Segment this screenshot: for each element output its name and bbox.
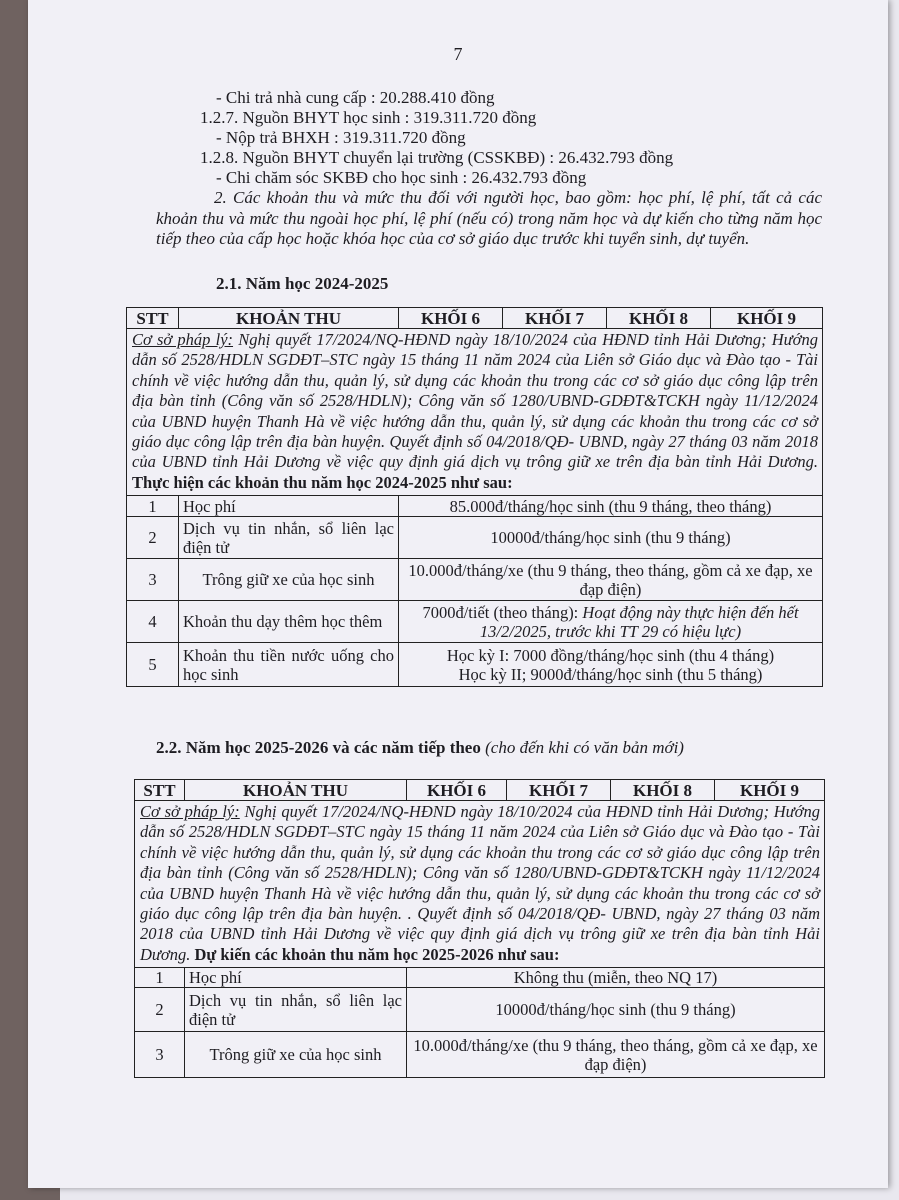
text-line: 1.2.7. Nguồn BHYT học sinh : 319.311.720 đồng [200, 108, 537, 127]
row-name: Trông giữ xe của học sinh [185, 1032, 407, 1078]
table-row [127, 496, 823, 517]
section-2-paragraph [156, 188, 822, 250]
legal-basis-bold: Thực hiện các khoản thu năm học 2024-2025 như sau: [132, 472, 513, 492]
row-stt: 1 [127, 496, 179, 517]
table-row [135, 988, 825, 1032]
table-row [127, 559, 823, 601]
legal-basis-bold: Dự kiến các khoản thu năm học 2025-2026 như sau: [190, 944, 560, 964]
legal-basis-label: Cơ sở pháp lý: [132, 330, 234, 349]
heading-2-2 [156, 738, 684, 758]
row-name: Dịch vụ tin nhắn, sổ liên lạc điện tử [179, 517, 399, 559]
row-value: 10.000đ/tháng/xe (thu 9 tháng, theo tháng, gồm cả xe đạp, xe đạp điện) [399, 559, 823, 601]
text-line: 1.2.8. Nguồn BHYT chuyển lại trường (CSSKBĐ) : 26.432.793 đồng [200, 148, 674, 167]
table-header-row [127, 308, 823, 329]
heading-2-2-text: 2.2. Năm học 2025-2026 và các năm tiếp theo [156, 738, 481, 757]
legal-basis-row [127, 329, 823, 496]
header-khoi-7: KHỐI 7 [503, 308, 607, 329]
legal-basis-row [135, 801, 825, 968]
text-line: - Chi trả nhà cung cấp : 20.288.410 đồng [216, 88, 495, 107]
row-stt: 1 [135, 968, 185, 988]
table-row [127, 601, 823, 643]
header-khoi-9: KHỐI 9 [711, 308, 823, 329]
row-value [399, 643, 823, 687]
row-stt: 3 [127, 559, 179, 601]
header-khoi-9: KHỐI 9 [715, 780, 825, 801]
header-khoi-6: KHỐI 6 [407, 780, 507, 801]
table-row [127, 517, 823, 559]
row-value-line-1: Học kỳ I: 7000 đồng/tháng/học sinh (thu 4 tháng) [446, 645, 775, 665]
table-row [135, 1032, 825, 1078]
header-stt: STT [135, 780, 185, 801]
row-value: Không thu (miễn, theo NQ 17) [407, 968, 825, 988]
row-value: 10.000đ/tháng/xe (thu 9 tháng, theo tháng, gồm cả xe đạp, xe đạp điện) [407, 1032, 825, 1078]
legal-basis [127, 329, 823, 496]
heading-2-1: 2.1. Năm học 2024-2025 [216, 274, 389, 293]
section-2-text: 2. Các khoản thu và mức thu đối với người học, bao gồm: học phí, lệ phí, tất cả các khoản thu và mức thu ngoài học phí, lệ phí (nếu có) trong năm học và dự kiến cho từng năm học tiếp theo của cấp học hoặc khóa học của cơ sở giáo dục trước khi tuyển sinh, dự tuyển. [156, 188, 822, 248]
text-line: - Nộp trả BHXH : 319.311.720 đồng [216, 128, 466, 147]
header-khoan-thu: KHOẢN THU [185, 780, 407, 801]
header-khoi-8: KHỐI 8 [607, 308, 711, 329]
row-value: 85.000đ/tháng/học sinh (thu 9 tháng, theo tháng) [399, 496, 823, 517]
legal-basis-text: Nghị quyết 17/2024/NQ-HĐND ngày 18/10/2024 của HĐND tỉnh Hải Dương; Hướng dẫn số 2528/HDLN SGDĐT–STC ngày 15 tháng 11 năm 2024 của Liên sở Giáo dục và Đào tạo - Tài chính về việc hướng dẫn thu, quản lý, sử dụng các khoản thu trong các cơ sở giáo dục công lập trên địa bàn tỉnh (Công văn số 2528/HDLN); Công văn số 1280/UBND-GDĐT&TCKH ngày 11/12/2024 của UBND huyện Thanh Hà về việc hướng dẫn thu, quản lý, sử dụng các khoản thu trong các cơ sở giáo dục công lập trên địa bàn huyện. . Quyết định số 04/2018/QĐ- UBND, ngày 27 tháng 03 năm 2018 của UBND tỉnh Hải Dương về việc quy định giá dịch vụ trông giữ xe trên địa bàn tỉnh Hải Dương. [140, 802, 820, 964]
row-stt: 2 [127, 517, 179, 559]
header-khoan-thu: KHOẢN THU [179, 308, 399, 329]
fee-table-2024 [126, 307, 823, 687]
row-value-normal: 7000đ/tiết (theo tháng): [422, 602, 583, 622]
text-line: - Chi chăm sóc SKBĐ cho học sinh : 26.432.793 đồng [216, 168, 587, 187]
row-stt: 2 [135, 988, 185, 1032]
row-value-line-2: Học kỳ II; 9000đ/tháng/học sinh (thu 5 tháng) [458, 664, 763, 684]
row-name: Dịch vụ tin nhắn, sổ liên lạc điện tử [185, 988, 407, 1032]
table-row [135, 968, 825, 988]
document-page [28, 0, 888, 1188]
row-value [399, 601, 823, 643]
row-value: 10000đ/tháng/học sinh (thu 9 tháng) [407, 988, 825, 1032]
row-stt: 3 [135, 1032, 185, 1078]
row-name: Học phí [185, 968, 407, 988]
legal-basis-label: Cơ sở pháp lý: [140, 802, 240, 821]
row-name: Trông giữ xe của học sinh [179, 559, 399, 601]
table-row [127, 643, 823, 687]
legal-basis-text: Nghị quyết 17/2024/NQ-HĐND ngày 18/10/2024 của HĐND tỉnh Hải Dương; Hướng dẫn số 2528/HDLN SGDĐT–STC ngày 15 tháng 11 năm 2024 của Liên sở Giáo dục và Đào tạo - Tài chính về việc hướng dẫn thu, quản lý, sử dụng các khoản thu trong các cơ sở giáo dục công lập trên địa bàn tỉnh (Công văn số 2528/HDLN); Công văn số 1280/UBND-GDĐT&TCKH ngày 11/12/2024 của UBND huyện Thanh Hà về việc hướng dẫn thu, quản lý, sử dụng các khoản thu trong các cơ sở giáo dục công lập trên địa bàn huyện. Quyết định số 04/2018/QĐ- UBND, ngày 27 tháng 03 năm 2018 của UBND tỉnh Hải Dương về việc quy định giá dịch vụ trông giữ xe trên địa bàn tỉnh Hải Dương. [132, 330, 818, 472]
heading-2-2-note: (cho đến khi có văn bản mới) [480, 738, 684, 757]
fee-table-2025 [134, 779, 825, 1078]
header-khoi-7: KHỐI 7 [507, 780, 611, 801]
legal-basis [135, 801, 825, 968]
table-header-row [135, 780, 825, 801]
row-name: Học phí [179, 496, 399, 517]
header-stt: STT [127, 308, 179, 329]
row-name: Khoản thu dạy thêm học thêm [179, 601, 399, 643]
header-khoi-6: KHỐI 6 [399, 308, 503, 329]
row-stt: 4 [127, 601, 179, 643]
row-value-italic: Hoạt động này thực hiện đến hết 13/2/2025, trước khi TT 29 có hiệu lực) [479, 602, 799, 641]
row-value: 10000đ/tháng/học sinh (thu 9 tháng) [399, 517, 823, 559]
row-stt: 5 [127, 643, 179, 687]
row-name: Khoản thu tiền nước uống cho học sinh [179, 643, 399, 687]
header-khoi-8: KHỐI 8 [611, 780, 715, 801]
page-number: 7 [453, 44, 463, 64]
